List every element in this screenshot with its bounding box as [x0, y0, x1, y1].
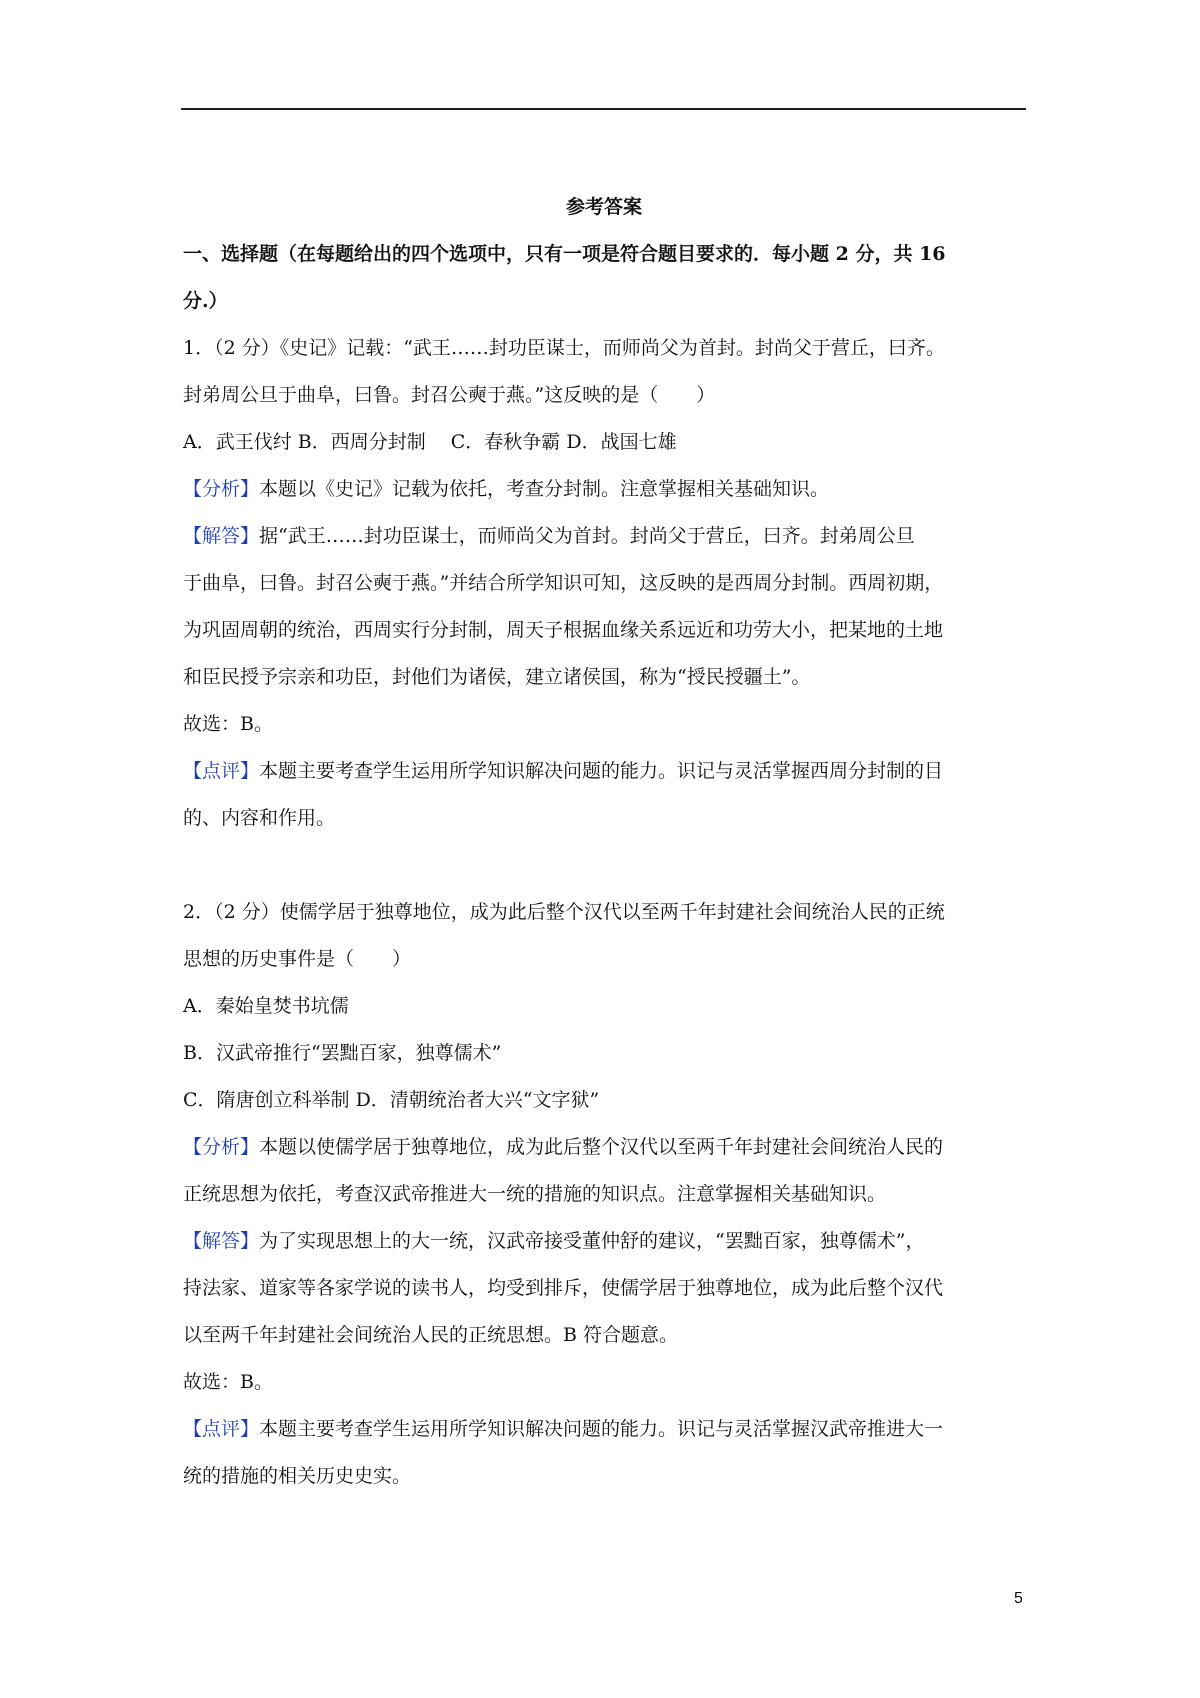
analysis-text: 正统思想为依托，考查汉武帝推进大一统的措施的知识点。注意掌握相关基础知识。 [183, 1183, 887, 1205]
section-heading-line-1: 一、选择题（在每题给出的四个选项中，只有一项是符合题目要求的．每小题 2 分，共 16 [183, 243, 946, 265]
question-1 [183, 336, 1025, 830]
page-title: 参考答案 [565, 196, 642, 218]
comment-line [183, 759, 1025, 783]
question-option-a: A．秦始皇焚书坑儒 [183, 995, 349, 1017]
answer-line [183, 1229, 1025, 1253]
analysis-tag: 【分析】 [183, 478, 260, 500]
analysis-tag: 【分析】 [183, 1136, 260, 1158]
answer-text: 持法家、道家等各家学说的读书人，均受到排斥，使儒学居于独尊地位，成为此后整个汉代 [183, 1277, 944, 1299]
answer-text: 为巩固周朝的统治，西周实行分封制，周天子根据血缘关系远近和功劳大小，把某地的土地 [183, 619, 944, 641]
question-stem-line: 思想的历史事件是（ ） [183, 948, 412, 970]
answer-text: 以至两千年封建社会间统治人民的正统思想。B 符合题意。 [183, 1324, 679, 1346]
document-body [183, 195, 1025, 1511]
question-2 [183, 900, 1025, 1488]
question-stem-line: 封弟周公旦于曲阜，曰鲁。封召公奭于燕。”这反映的是（ ） [183, 384, 716, 406]
comment-line [183, 1417, 1025, 1441]
choice-line: 故选：B。 [183, 713, 273, 735]
analysis-line [183, 477, 1025, 501]
comment-text: 本题主要考查学生运用所学知识解决问题的能力。识记与灵活掌握汉武帝推进大一 [259, 1418, 944, 1440]
answer-text: 和臣民授予宗亲和功臣，封他们为诸侯，建立诸侯国，称为“授民授疆土”。 [183, 666, 811, 688]
comment-tag: 【点评】 [183, 760, 260, 782]
comment-text: 统的措施的相关历史史实。 [183, 1465, 412, 1487]
question-option-b: B．汉武帝推行“罢黜百家，独尊儒术” [183, 1042, 502, 1064]
section-heading-line-2: 分.） [183, 290, 228, 312]
answer-text: 于曲阜，曰鲁。封召公奭于燕。”并结合所学知识可知，这反映的是西周分封制。西周初期， [183, 572, 944, 594]
choice-line: 故选：B。 [183, 1371, 273, 1393]
question-options: A．武王伐纣 B．西周分封制 C．春秋争霸 D．战国七雄 [183, 431, 677, 453]
answer-tag: 【解答】 [183, 525, 260, 547]
comment-text: 本题主要考查学生运用所学知识解决问题的能力。识记与灵活掌握西周分封制的目 [259, 760, 944, 782]
comment-text: 的、内容和作用。 [183, 807, 336, 829]
question-stem-line: 1．（2 分）《史记》记载：“武王……封功臣谋士，而师尚父为首封。封尚父于营丘，曰齐。 [183, 337, 945, 359]
answer-tag: 【解答】 [183, 1230, 260, 1252]
analysis-line [183, 1135, 1025, 1159]
question-option-cd: C．隋唐创立科举制 D．清朝统治者大兴“文字狱” [183, 1089, 600, 1111]
question-stem-line: 2．（2 分）使儒学居于独尊地位，成为此后整个汉代以至两千年封建社会间统治人民的正统 [183, 901, 945, 923]
analysis-text: 本题以《史记》记载为依托，考查分封制。注意掌握相关基础知识。 [259, 478, 830, 500]
analysis-text: 本题以使儒学居于独尊地位，成为此后整个汉代以至两千年封建社会间统治人民的 [259, 1136, 944, 1158]
header-rule [181, 108, 1026, 110]
answer-text: 为了实现思想上的大一统，汉武帝接受董仲舒的建议，“罢黜百家，独尊儒术”， [259, 1230, 925, 1252]
comment-tag: 【点评】 [183, 1418, 260, 1440]
page-number: 5 [1014, 1590, 1023, 1607]
question-spacer [183, 853, 1025, 900]
answer-text: 据“武王……封功臣谋士，而师尚父为首封。封尚父于营丘，曰齐。封弟周公旦 [259, 525, 915, 547]
answer-line [183, 524, 1025, 548]
